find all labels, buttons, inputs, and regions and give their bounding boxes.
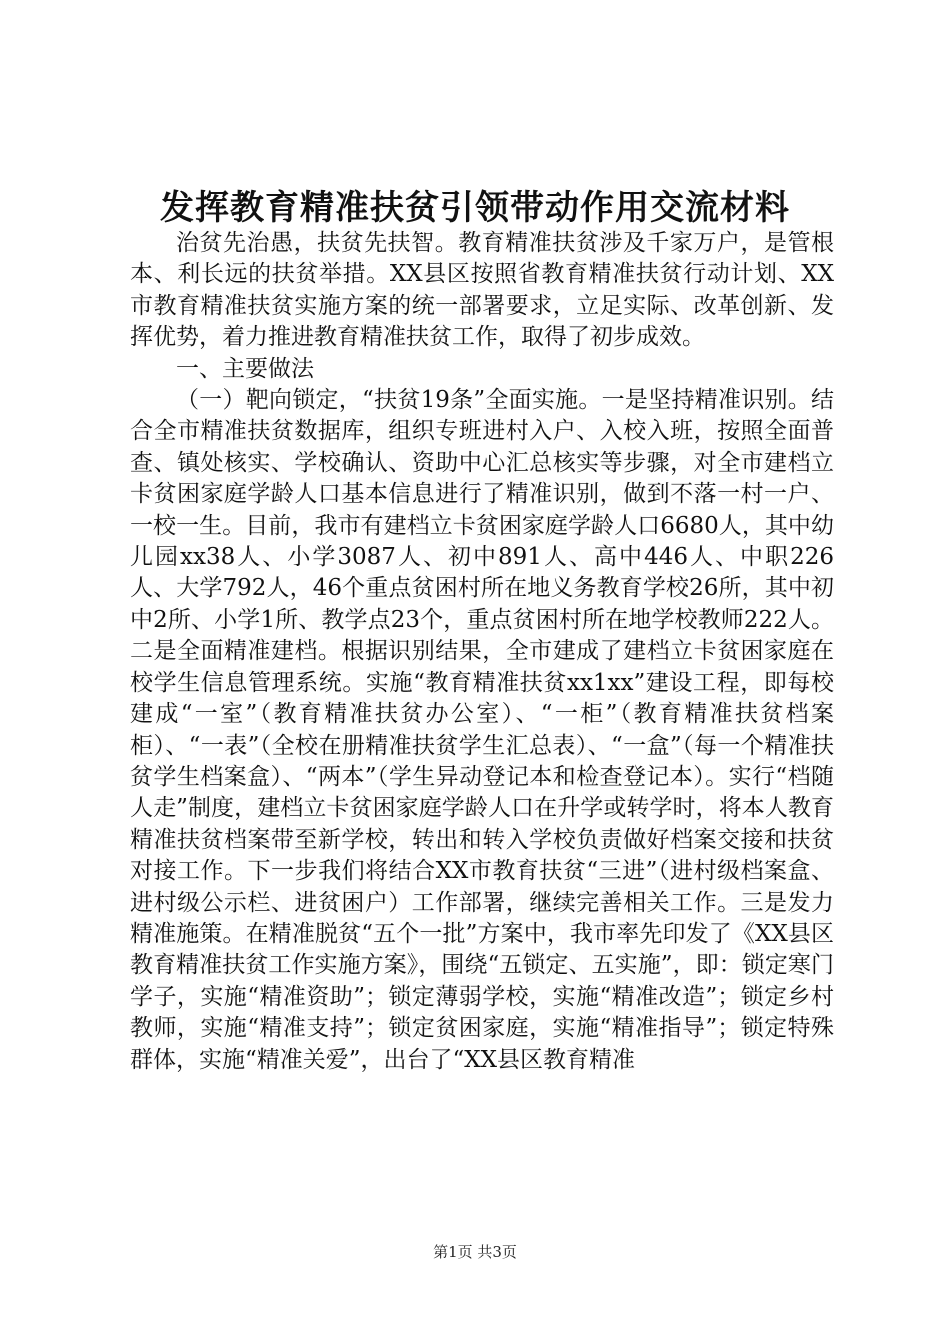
page-number-footer: 第1页 共3页 bbox=[433, 1243, 517, 1261]
paragraph-intro: 治贫先治愚，扶贫先扶智。教育精准扶贫涉及千家万户，是管根本、利长远的扶贫举措。XX县区按照省教育精准扶贫行动计划、XX市教育精准扶贫实施方案的统一部署要求，立足实际、改革创新、发挥优势，着力推进教育精准扶贫工作，取得了初步成效。 bbox=[130, 230, 834, 351]
paragraph-main: （一）靶向锁定，“扶贫19条”全面实施。一是坚持精准识别。结合全市精准扶贫数据库，组织专班进村入户、入校入班，按照全面普查、镇处核实、学校确认、资助中心汇总核实等步骤，对全市建档立卡贫困家庭学龄人口基本信息进行了精准识别，做到不落一村一户、一校一生。目前，我市有建档立卡贫困家庭学龄人口6680人，其中幼儿园xx38人、小学3087人、初中891人、高中446人、中职226人、大学792人，46个重点贫困村所在地义务教育学校26所，其中初中2所、小学1所、教学点23个，重点贫困村所在地学校教师222人。二是全面精准建档。根据识别结果，全市建成了建档立卡贫困家庭在校学生信息管理系统。实施“教育精准扶贫xx1xx”建设工程，即每校建成“一室”（教育精准扶贫办公室）、“一柜”（教育精准扶贫档案柜）、“一表”（全校在册精准扶贫学生汇总表）、“一盒”（每一个精准扶贫学生档案盒）、“两本”（学生异动登记本和检查登记本）。实行“档随人走”制度，建档立卡贫困家庭学龄人口在升学或转学时，将本人教育精准扶贫档案带至新学校，转出和转入学校负责做好档案交接和扶贫对接工作。下一步我们将结合XX市教育扶贫“三进”（进村级档案盒、进村级公示栏、进贫困户）工作部署，继续完善相关工作。三是发力精准施策。在精准脱贫“五个一批”方案中，我市率先印发了《XX县区教育精准扶贫工作实施方案》，围绕“五锁定、五实施”，即：锁定寒门学子，实施“精准资助”；锁定薄弱学校，实施“精准改造”；锁定乡村教师，实施“精准支持”；锁定贫困家庭，实施“精准指导”；锁定特殊群体，实施“精准关爱”，出台了“XX县区教育精准 bbox=[130, 387, 834, 1073]
document-title: 发挥教育精准扶贫引领带动作用交流材料 bbox=[160, 188, 790, 228]
document-body bbox=[130, 228, 834, 1076]
section-heading: 一、主要做法 bbox=[176, 355, 314, 382]
